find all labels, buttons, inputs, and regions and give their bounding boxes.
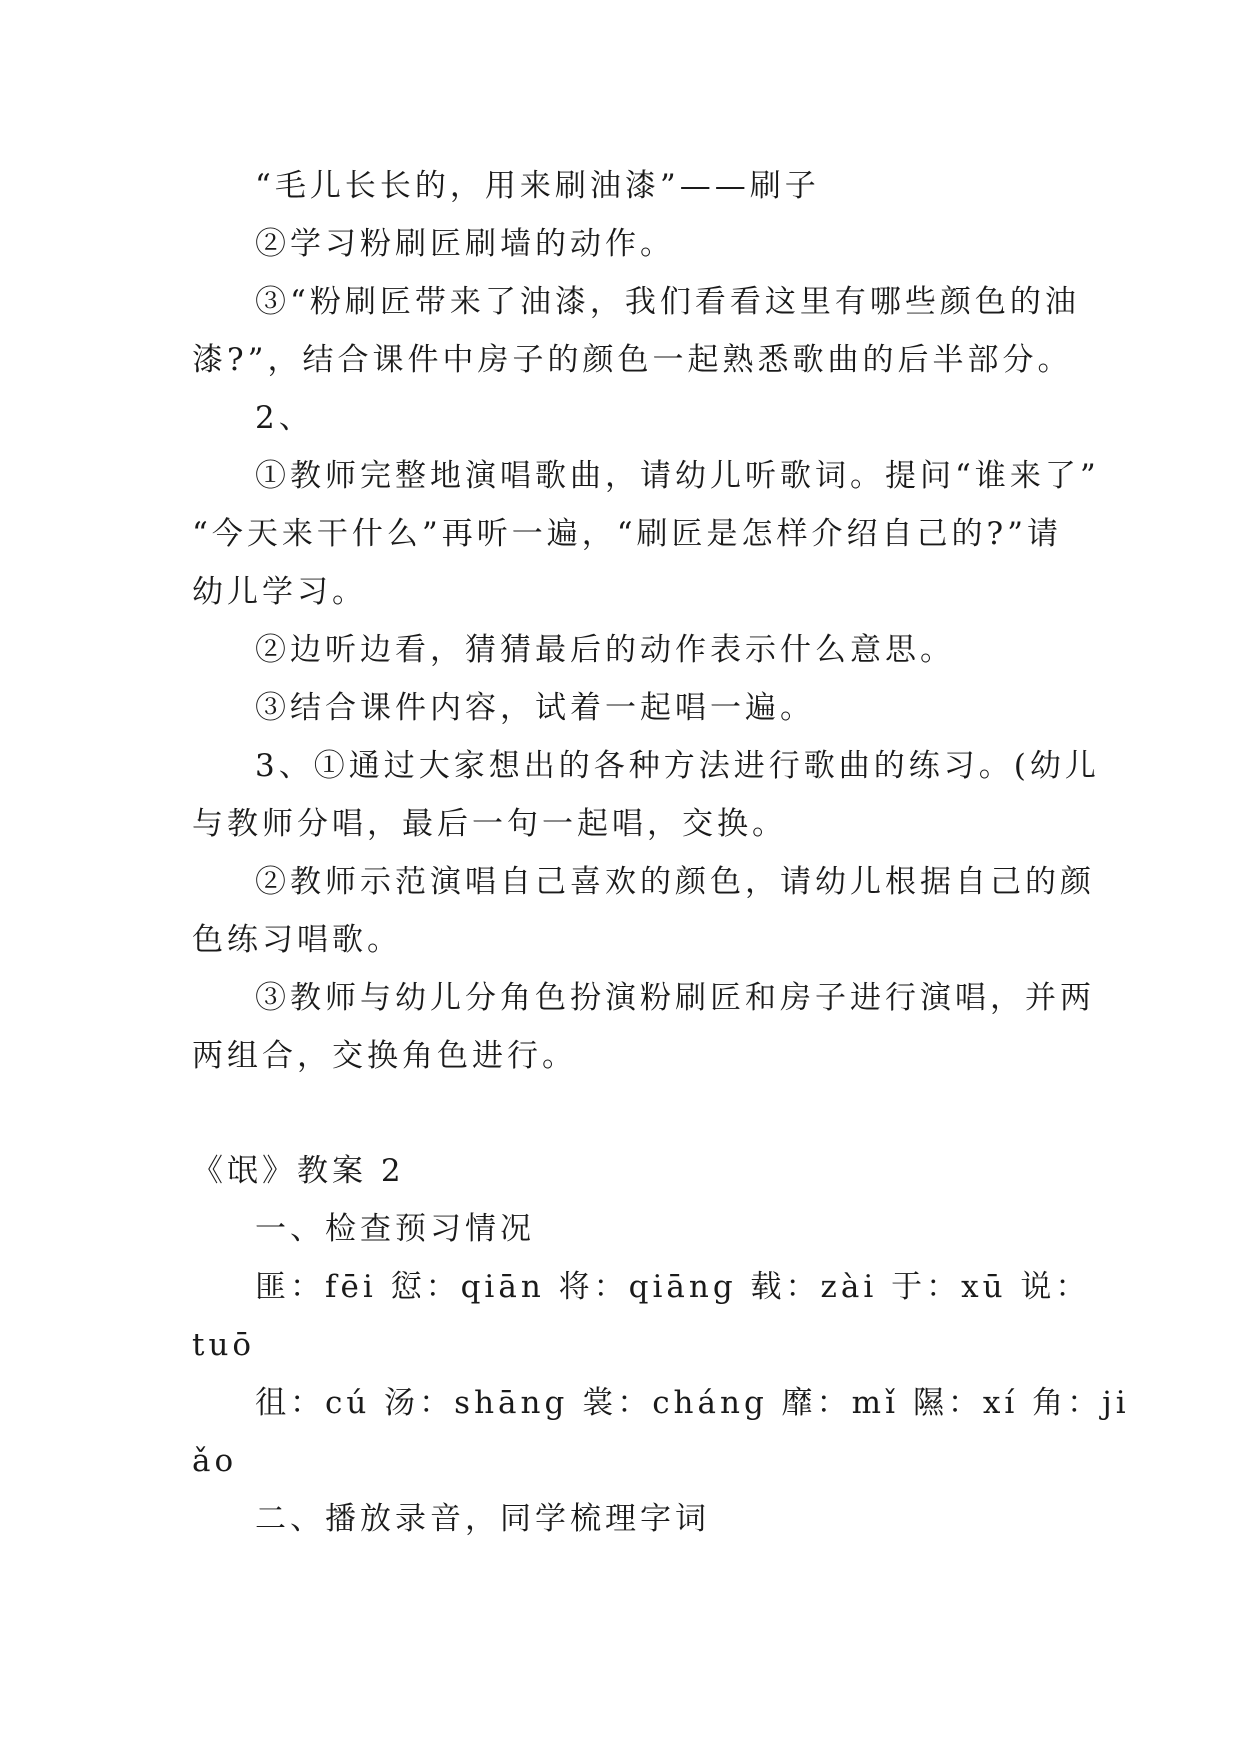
section-title: 《氓》教案 2 — [192, 1153, 405, 1189]
text-line: ③“粉刷匠带来了油漆，我们看看这里有哪些颜色的油 — [255, 284, 1080, 320]
text-line: 二、播放录音，同学梳理字词 — [255, 1501, 710, 1537]
text-line: ①教师完整地演唱歌曲，请幼儿听歌词。提问“谁来了” — [255, 458, 1100, 494]
text-line: 3、①通过大家想出的各种方法进行歌曲的练习。(幼儿 — [255, 748, 1100, 784]
text-line: 色练习唱歌。 — [192, 922, 402, 958]
text-line: 两组合，交换角色进行。 — [192, 1038, 577, 1074]
text-line: 漆?”，结合课件中房子的颜色一起熟悉歌曲的后半部分。 — [192, 342, 1073, 378]
text-line: ②学习粉刷匠刷墙的动作。 — [255, 226, 675, 262]
text-line: 匪：fēi 愆：qiān 将：qiāng 载：zài 于：xū 说： — [255, 1269, 1091, 1305]
text-line: 与教师分唱，最后一句一起唱，交换。 — [192, 806, 787, 842]
text-line: ②边听边看，猜猜最后的动作表示什么意思。 — [255, 632, 955, 668]
text-line: ②教师示范演唱自己喜欢的颜色，请幼儿根据自己的颜 — [255, 864, 1095, 900]
text-line: “今天来干什么”再听一遍，“刷匠是怎样介绍自己的?”请 — [192, 516, 1063, 552]
text-line: 徂：cú 汤：shāng 裳：cháng 靡：mǐ 隰：xí 角：ji — [255, 1385, 1130, 1421]
text-line: “毛儿长长的，用来刷油漆”——刷子 — [255, 168, 820, 204]
text-line: 一、检查预习情况 — [255, 1211, 535, 1247]
text-line: ③结合课件内容，试着一起唱一遍。 — [255, 690, 815, 726]
text-line: 2、 — [255, 400, 314, 436]
text-line: ③教师与幼儿分角色扮演粉刷匠和房子进行演唱，并两 — [255, 980, 1095, 1016]
text-line: ǎo — [192, 1443, 238, 1479]
text-line: tuō — [192, 1327, 256, 1363]
text-line: 幼儿学习。 — [192, 574, 367, 610]
